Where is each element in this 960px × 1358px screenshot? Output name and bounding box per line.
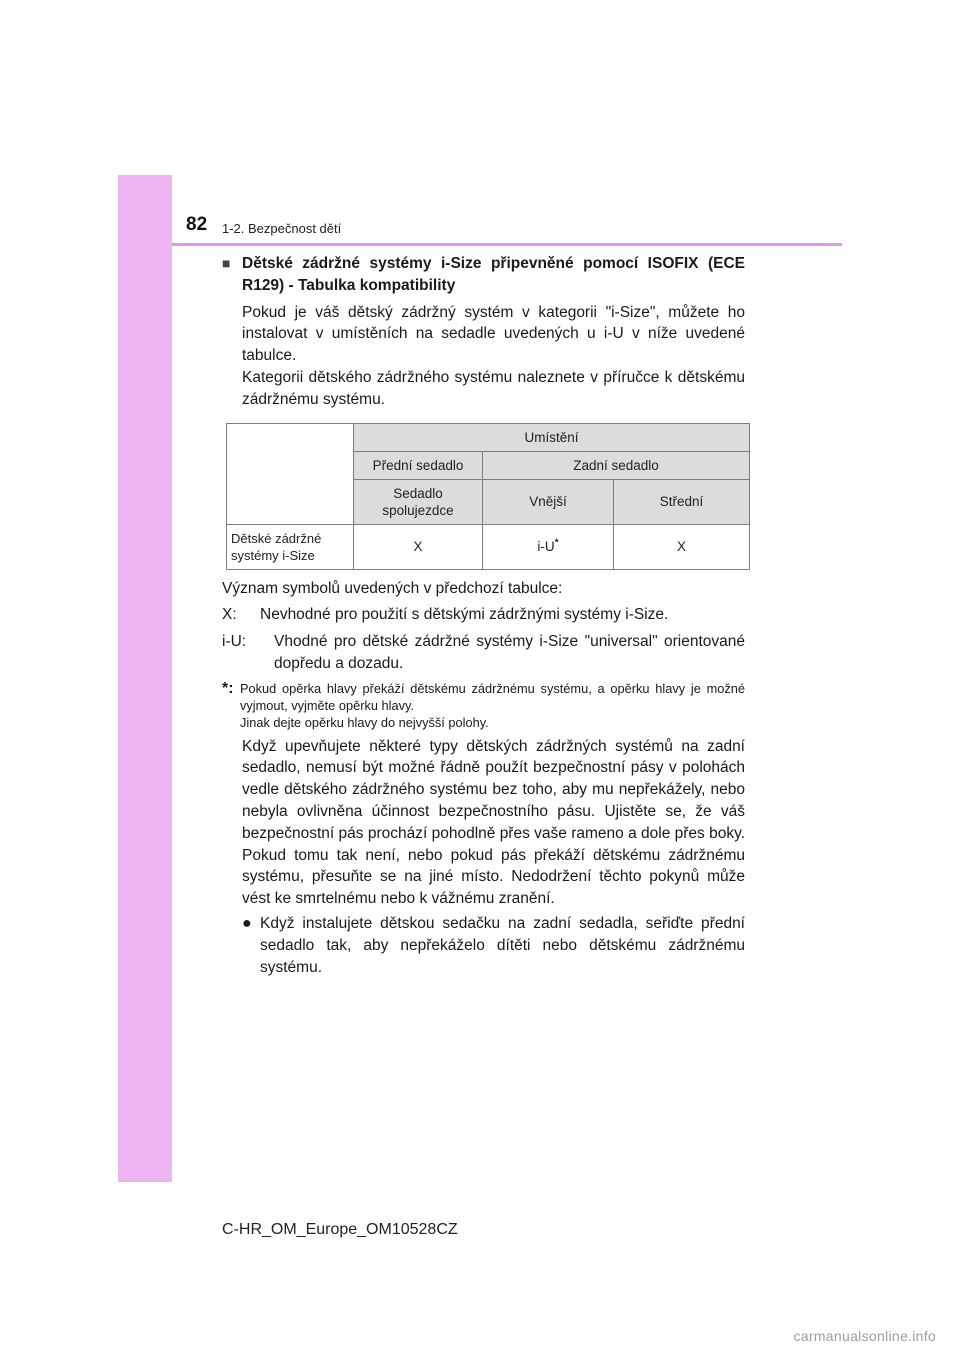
table-row bbox=[227, 524, 750, 569]
table-header-location: Umístění bbox=[354, 423, 750, 451]
table-header-outer: Vnější bbox=[483, 479, 614, 524]
legend-item-iu bbox=[222, 631, 745, 675]
table-cell-outer bbox=[483, 524, 614, 569]
bullet-item bbox=[222, 913, 745, 978]
compatibility-table bbox=[226, 423, 750, 570]
side-tab-bar bbox=[118, 175, 172, 1182]
table-cell-passenger: X bbox=[354, 524, 483, 569]
square-bullet-icon: ■ bbox=[222, 255, 231, 271]
circle-bullet-icon: ● bbox=[242, 915, 252, 933]
asterisk-mark: * bbox=[554, 537, 559, 549]
footnote-text: Pokud opěrka hlavy překáží dětskému zádržnému systému, a opěrku hlavy je možné vyjmout, vyjměte opěrku hlavy. bbox=[240, 680, 745, 714]
legend-key: X: bbox=[222, 606, 237, 624]
table-cell-outer-value: i-U bbox=[537, 539, 555, 555]
table-cell-center: X bbox=[614, 524, 750, 569]
table-header-rear-seat: Zadní sedadlo bbox=[483, 451, 750, 479]
legend-text: Nevhodné pro použití s dětskými zádržnými systémy i-Size. bbox=[260, 606, 669, 624]
table-header-passenger-seat: Sedadlo spolujezdce bbox=[354, 479, 483, 524]
watermark: carmanualsonline.info bbox=[793, 1328, 936, 1344]
page-content bbox=[222, 253, 745, 978]
section-title: 1-2. Bezpečnost dětí bbox=[222, 221, 342, 236]
intro-paragraph: Pokud je váš dětský zádržný systém v kategorii "i-Size", můžete ho instalovat v umístěních na sedadle uvedených u i-U v níže uvedené tabulce. bbox=[242, 303, 745, 365]
table-header-front-seat: Přední sedadlo bbox=[354, 451, 483, 479]
footnote-marker: *: bbox=[222, 679, 234, 697]
footer-doc-code: C-HR_OM_Europe_OM10528CZ bbox=[222, 1221, 458, 1238]
footnote-text-2: Jinak dejte opěrku hlavy do nejvyšší polohy. bbox=[240, 715, 489, 731]
page-number: 82 bbox=[186, 214, 208, 235]
bullet-text: Když instalujete dětskou sedačku na zadní sedadla, seřiďte přední sedadlo tak, aby nepřekáželo dítěti nebo dětskému zádržnému systému. bbox=[260, 915, 745, 976]
heading-text: Dětské zádržné systémy i-Size připevněné pomocí ISOFIX (ECE R129) - Tabulka kompatibility bbox=[242, 255, 745, 294]
footnote bbox=[222, 680, 745, 732]
intro-paragraph-2: Kategorii dětského zádržného systému naleznete v příručce k dětskému zádržnému systému. bbox=[242, 368, 745, 408]
table-row-label: Dětské zádržné systémy i-Size bbox=[227, 524, 354, 569]
warning-paragraph: Když upevňujete některé typy dětských zádržných systémů na zadní sedadlo, nemusí být možné řádně použít bezpečnostní pásy v polohách vedle dětského zádržného systému bez toho, aby mu nepřekážely, nebo nebyla ovlivněna účinnost bezpečnostního pásu. Ujistěte se, že váš bezpečnostní pás prochází pohodlně přes vaše rameno a dole přes boky. Pokud tomu tak není, nebo pokud pás překáží dětskému zádržnému systému, přesuňte se na jiné místo. Nedodržení těchto pokynů může vést ke smrtelnému nebo k vážnému zranění. bbox=[242, 737, 745, 908]
table-header-center: Střední bbox=[614, 479, 750, 524]
table-corner-cell bbox=[227, 423, 354, 524]
legend-text: Vhodné pro dětské zádržné systémy i-Size "universal" orientované dopředu a dozadu. bbox=[274, 633, 745, 672]
legend-intro: Význam symbolů uvedených v předchozí tabulce: bbox=[222, 579, 563, 597]
header-divider bbox=[172, 243, 842, 246]
section-heading bbox=[222, 253, 745, 297]
legend-key: i-U: bbox=[222, 633, 247, 651]
legend-item-x bbox=[222, 604, 745, 626]
